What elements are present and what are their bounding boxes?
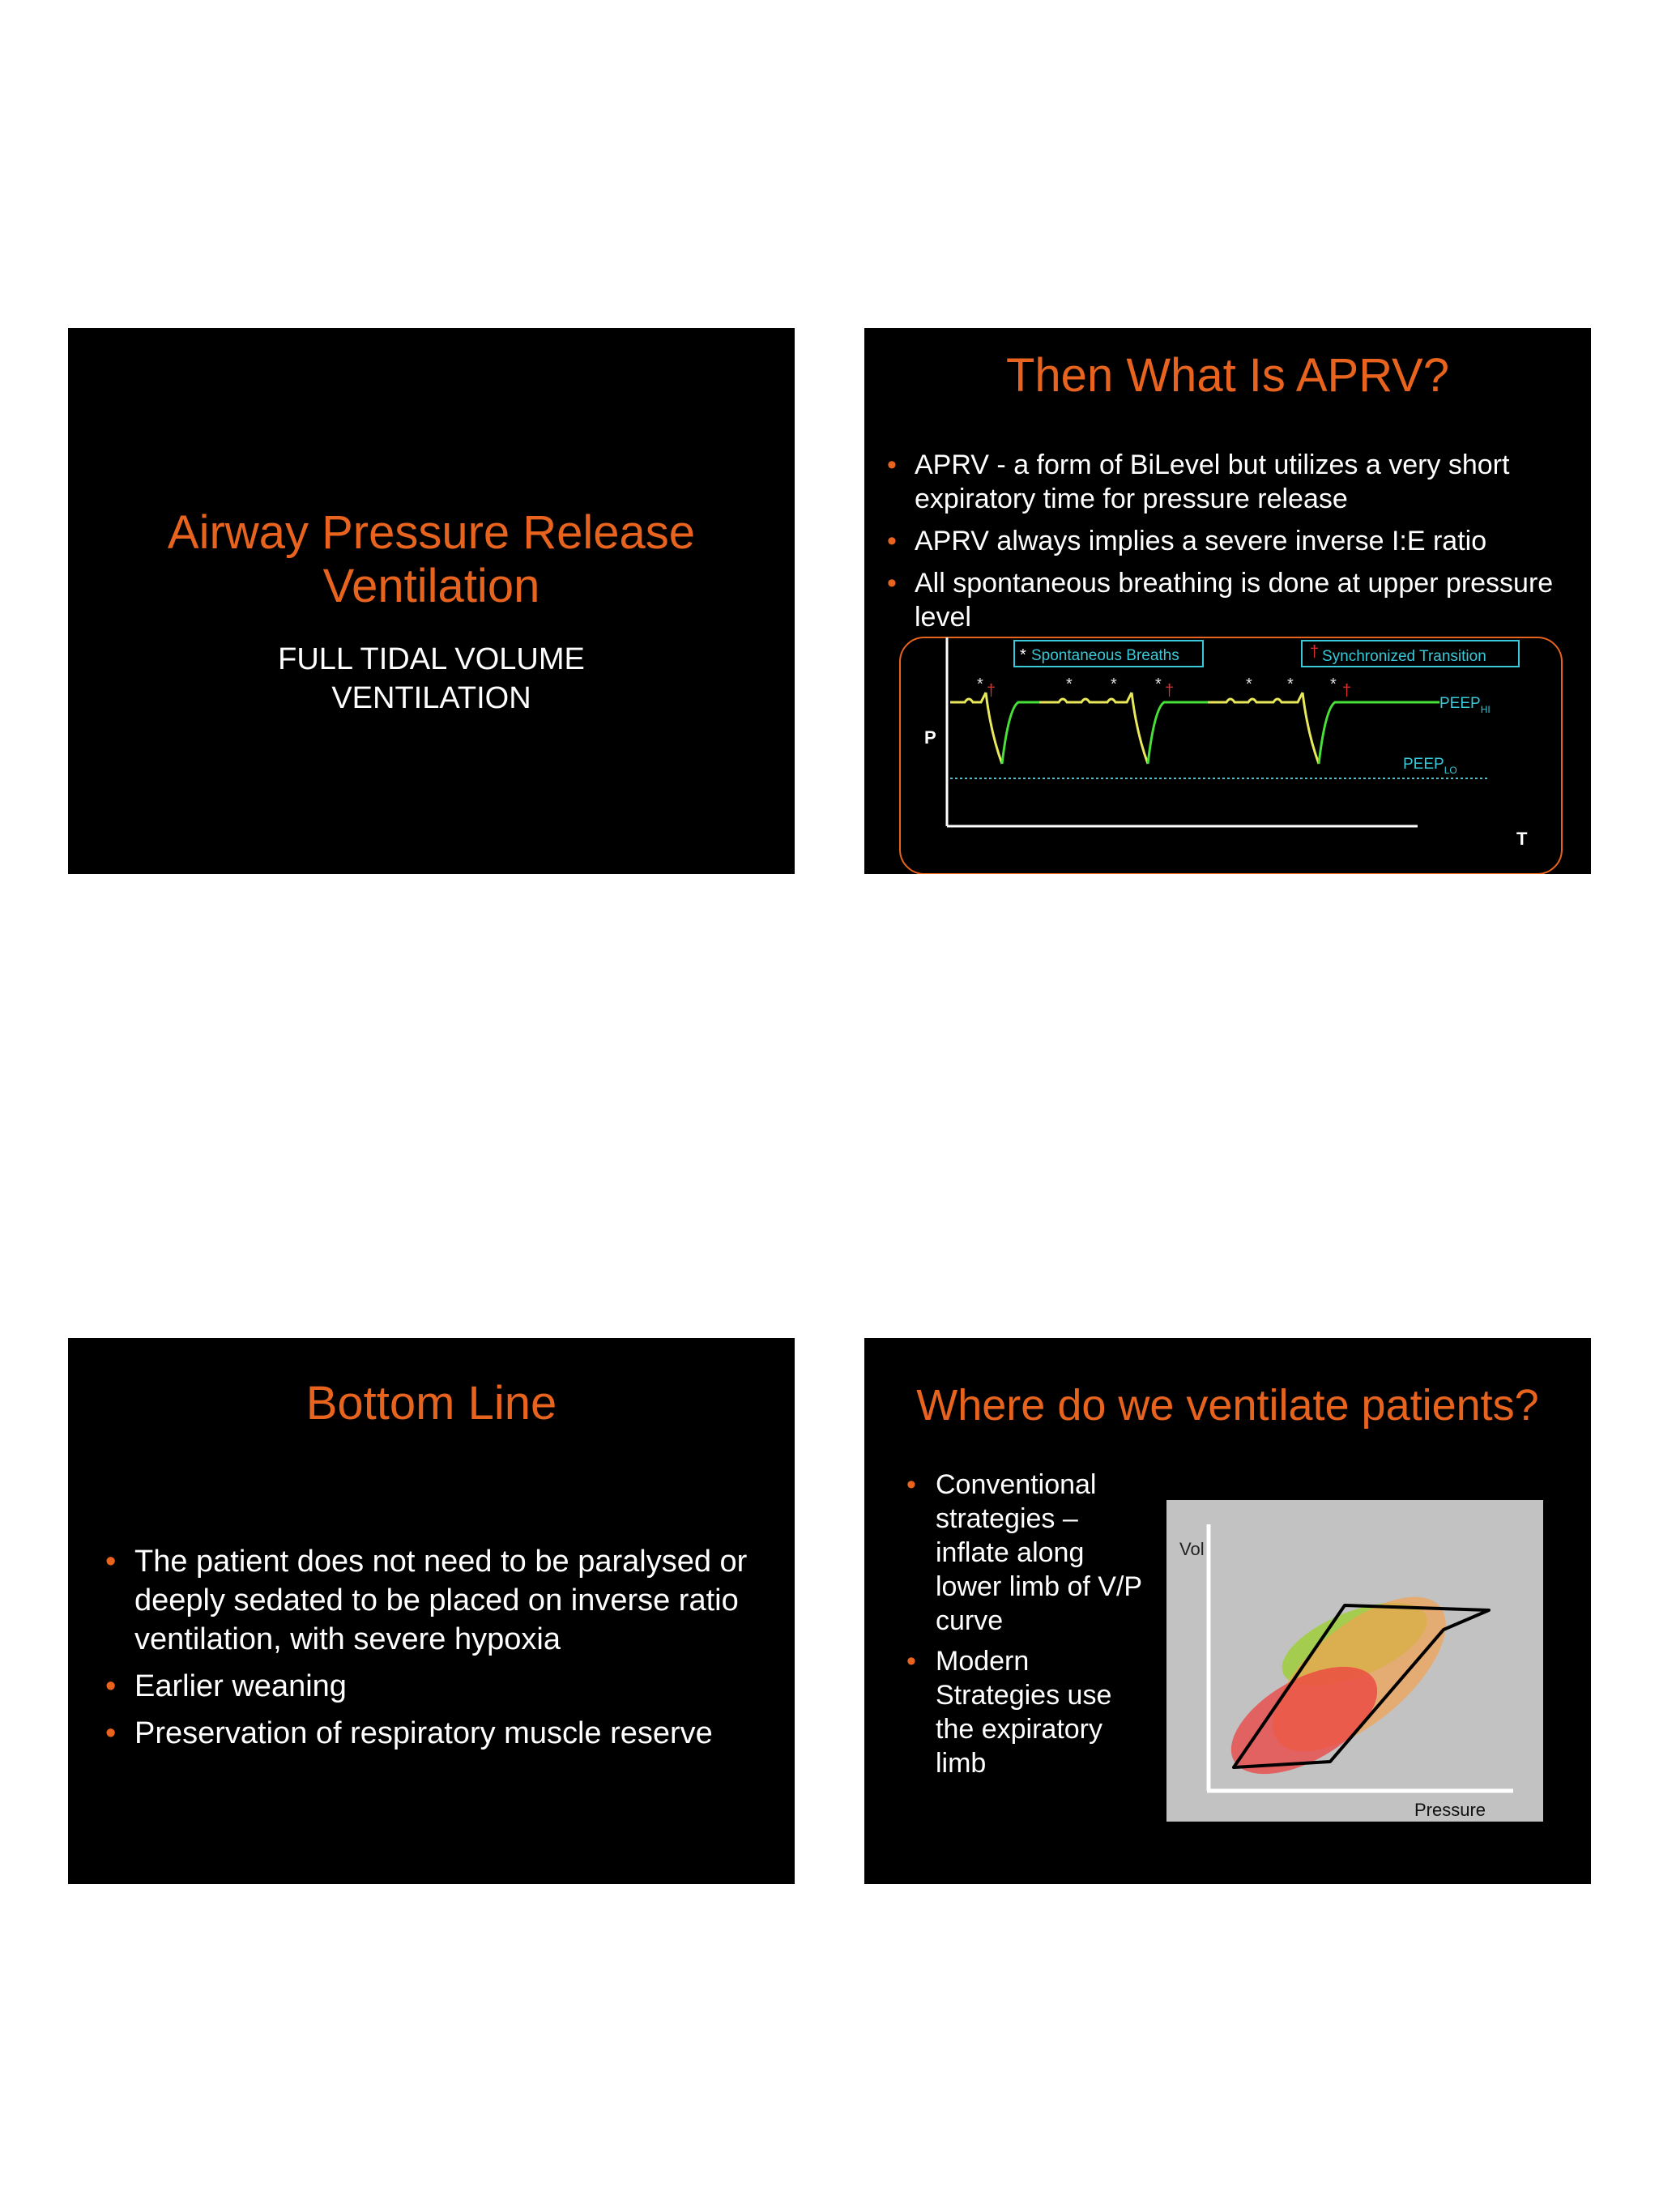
- subtitle-line-2: VENTILATION: [331, 681, 531, 715]
- sync-markers: [987, 682, 1351, 700]
- y-axis-label: P: [924, 727, 936, 748]
- slide-title: [68, 328, 795, 874]
- spontaneous-marker: *: [1155, 676, 1162, 693]
- title-line-2: Ventilation: [322, 560, 540, 612]
- slide-where-ventilate: [864, 1338, 1591, 1884]
- chart-x-label: Pressure: [1414, 1800, 1486, 1820]
- slide-3-title: Bottom Line: [305, 1377, 557, 1430]
- subtitle-line-1: FULL TIDAL VOLUME: [278, 642, 585, 676]
- bullet-item: • Modern Strategies use the expiratory limb: [905, 1644, 1148, 1780]
- vp-curve-chart: [1166, 1500, 1543, 1822]
- spontaneous-marker: *: [977, 676, 983, 693]
- peep-hi-label: $PEEP_{HI}$: [1439, 695, 1491, 715]
- legend-spontaneous-symbol: *: [1020, 646, 1026, 664]
- slide-2-title: Then What Is APRV?: [1006, 349, 1449, 402]
- bullet-item: • Preservation of respiratory muscle reserve: [100, 1714, 773, 1753]
- sync-marker: †: [987, 682, 996, 700]
- slide-1-title: [68, 506, 795, 613]
- slide-1-subtitle: [68, 640, 795, 718]
- spontaneous-marker: *: [1287, 676, 1294, 693]
- bullet-item: • APRV - a form of BiLevel but utilizes a very short expiratory time for pressure release: [881, 448, 1585, 516]
- title-line-1: Airway Pressure Release: [167, 506, 696, 559]
- spontaneous-breaths-trace: [950, 693, 1303, 702]
- sync-marker: †: [1342, 682, 1352, 700]
- slide-bottom-line: [68, 1338, 795, 1884]
- slide-4-title: Where do we ventilate patients?: [916, 1381, 1539, 1430]
- spontaneous-marker: *: [1330, 676, 1337, 693]
- spontaneous-marker: *: [1066, 676, 1073, 693]
- pressure-recovery-trace: [1002, 702, 1439, 764]
- aprv-pressure-diagram: [864, 328, 1591, 874]
- slide-aprv: [864, 328, 1591, 874]
- peep-lo-label: $PEEP_{LO}$: [1403, 756, 1457, 776]
- bullet-item: • Earlier weaning: [100, 1667, 773, 1706]
- spontaneous-marker: *: [1111, 676, 1117, 693]
- bullet-item: • All spontaneous breathing is done at upper pressure level: [881, 566, 1585, 634]
- chart-y-label: Vol: [1179, 1539, 1205, 1559]
- slide-4-bullets: [905, 1468, 1148, 1787]
- legend-spontaneous-text: Spontaneous Breaths: [1031, 647, 1179, 664]
- bullet-item: • APRV always implies a severe inverse I:E ratio: [881, 524, 1585, 558]
- bullet-item: • The patient does not need to be paralysed or deeply sedated to be placed on inverse ratio ventilation, with severe hypoxia: [100, 1542, 773, 1659]
- sync-marker: †: [1165, 682, 1175, 700]
- slide-3-bullets: [100, 1542, 773, 1761]
- legend-sync-text: Synchronized Transition: [1322, 648, 1486, 665]
- spontaneous-markers: [977, 676, 1337, 693]
- x-axis-label: T: [1516, 829, 1528, 849]
- bullet-item: • Conventional strategies – inflate along lower limb of V/P curve: [905, 1468, 1148, 1638]
- spontaneous-marker: *: [1246, 676, 1252, 693]
- legend-sync-symbol: †: [1310, 643, 1320, 661]
